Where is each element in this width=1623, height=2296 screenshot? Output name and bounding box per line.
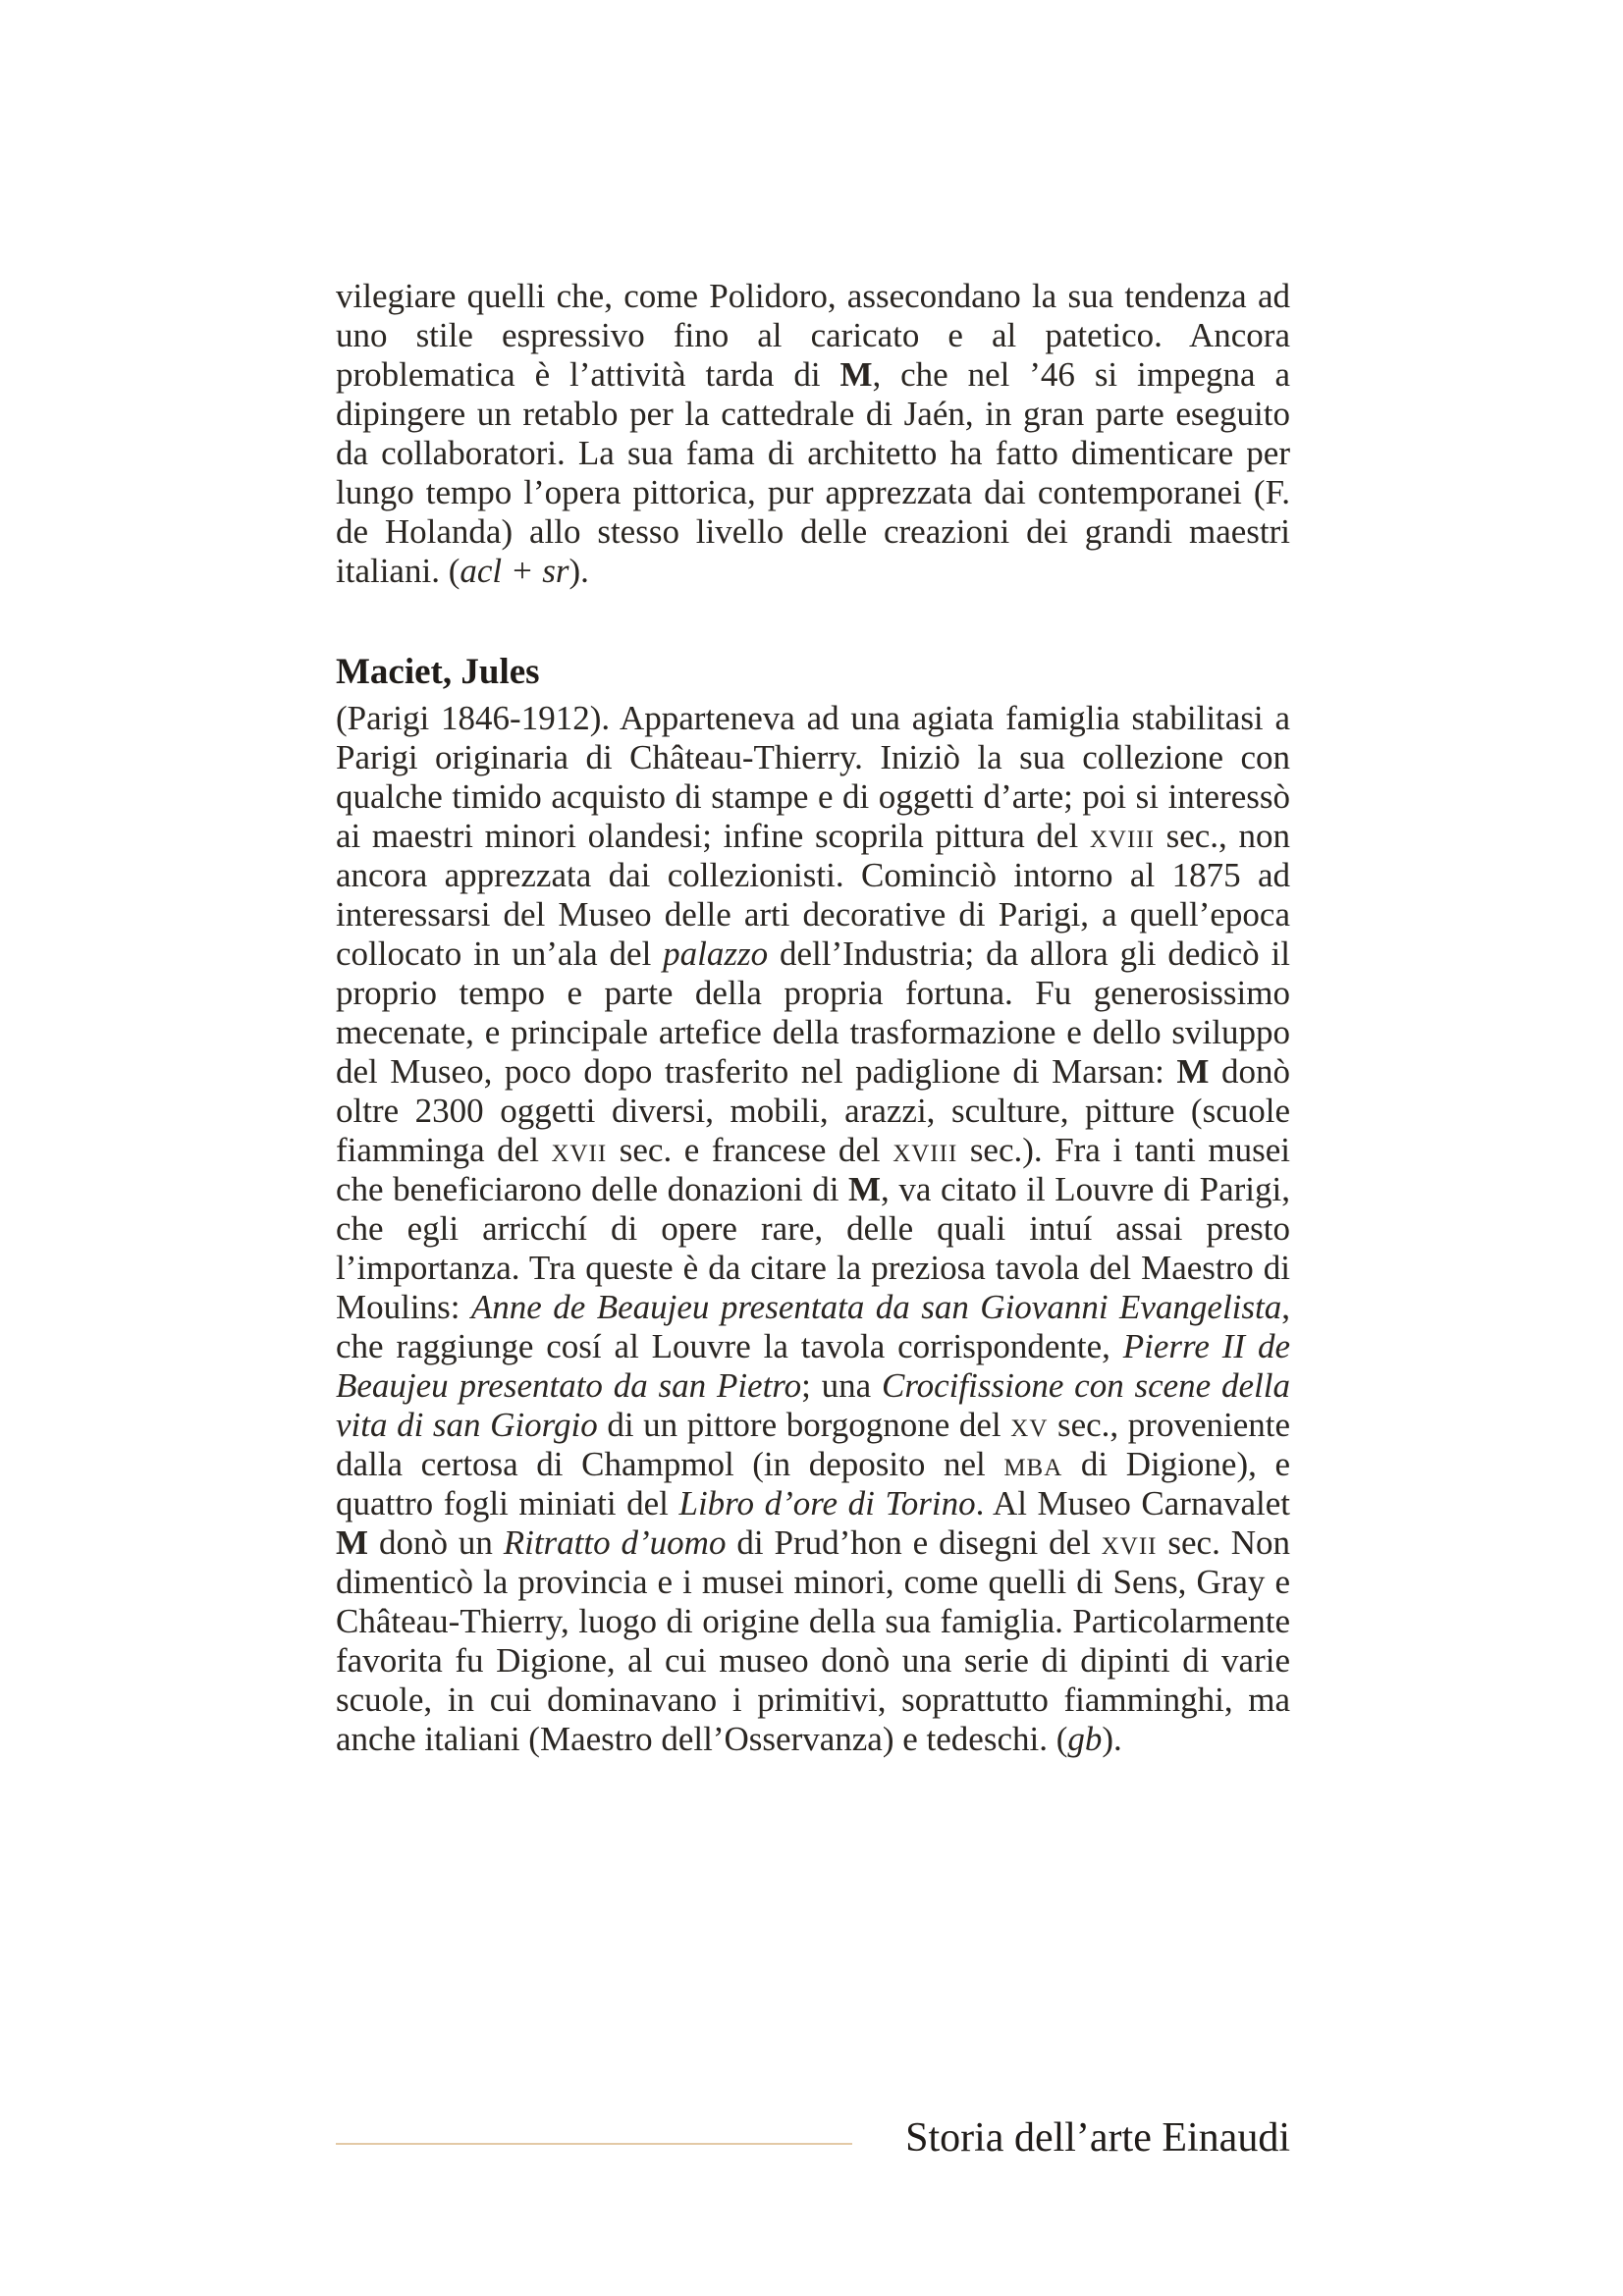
text-run: , che nel ’46 si impegna a dipingere un retablo per la cattedrale di Jaén, in gran parte eseguito da collaboratori. La sua fama di architetto ha fatto dimenticare per lungo tempo l’opera pittorica, pur apprezzata dai contemporanei (F. de Holanda) allo stesso livello delle creazioni dei grandi maestri italiani. ( xyxy=(336,355,1290,590)
text-run: di Digione), e quattro fogli miniati del xyxy=(336,1445,1290,1522)
text-run: sec. Non dimenticò la provincia e i musei minori, come quelli di Sens, Gray e Château-Thierry, luogo di origine della sua famiglia. Particolarmente favorita fu Digione, al cui museo donò una serie di dipinti di varie scuole, in cui dominavano i primitivi, soprattutto fiamminghi, ma anche italiani (Maestro dell’Osservanza) e tedeschi. ( xyxy=(336,1523,1291,1758)
bold-abbreviation: M xyxy=(839,355,873,394)
page-content xyxy=(336,277,1290,1759)
text-run: di Prud’hon e disegni del xyxy=(726,1523,1102,1562)
century-numeral: xvii xyxy=(1101,1523,1158,1562)
footer-rule xyxy=(336,2143,852,2145)
artwork-title: Anne de Beaujeu presentata da san Giovanni Evangelista xyxy=(470,1288,1282,1326)
author-initials: acl + sr xyxy=(460,552,569,590)
text-run: sec.). Fra i tanti musei che beneficiarono delle donazioni di xyxy=(336,1131,1290,1208)
century-numeral: xviii xyxy=(893,1131,958,1169)
text-run: ). xyxy=(1102,1720,1122,1758)
author-initials: gb xyxy=(1067,1720,1103,1758)
text-run: , che raggiunge cosí al Louvre la tavola corrispondente, xyxy=(336,1288,1290,1365)
text-run: (Parigi 1846-1912). Apparteneva ad una agiata famiglia stabilitasi a Parigi originaria di Château-Thierry. Iniziò la sua collezione con qualche timido acquisto di stampe e di oggetti d’arte; poi si interessò ai maestri minori olandesi; infine scoprila pittura del xyxy=(336,699,1290,855)
text-run: donò un xyxy=(368,1523,504,1562)
text-run: ; una xyxy=(801,1366,882,1405)
text-run: . Al Museo Carnavalet xyxy=(975,1484,1290,1522)
italic-term: palazzo xyxy=(663,934,769,973)
text-run: sec., non ancora apprezzata dai collezionisti. Cominciò intorno al 1875 ad interessarsi del Museo delle arti decorative di Parigi, a quell’epoca collocato in un’ala del xyxy=(336,817,1290,973)
text-run: dell’Industria; da allora gli dedicò il proprio tempo e parte della propria fortuna. Fu generosissimo mecenate, e principale artefice della trasformazione e dello sviluppo del Museo, poco dopo trasferito nel padiglione di Marsan: xyxy=(336,934,1290,1091)
text-run: sec., proveniente dalla certosa di Champmol (in deposito nel xyxy=(336,1406,1290,1483)
publication-title: Storia dell’arte Einaudi xyxy=(905,2115,1290,2161)
text-run: di un pittore borgognone del xyxy=(597,1406,1011,1444)
century-numeral: xviii xyxy=(1089,817,1155,855)
bold-abbreviation: M xyxy=(336,1523,369,1562)
text-run: donò oltre 2300 oggetti diversi, mobili, arazzi, sculture, pitture (scuole fiamminga del xyxy=(336,1052,1291,1169)
text-run: sec. e francese del xyxy=(607,1131,893,1169)
bold-abbreviation: M xyxy=(1176,1052,1210,1091)
entry-body xyxy=(336,699,1290,1759)
text-run: vilegiare quelli che, come Polidoro, assecondano la sua tendenza ad uno stile espressivo fino al caricato e al patetico. Ancora problematica è l’attività tarda di xyxy=(336,277,1290,394)
text-run: ). xyxy=(568,552,589,590)
artwork-title: Crocifissione con scene della vita di san Giorgio xyxy=(336,1366,1290,1444)
century-numeral: xv xyxy=(1010,1406,1049,1444)
artwork-title: Pierre II de Beaujeu presentato da san Pietro xyxy=(336,1327,1290,1405)
artwork-title: Libro d’ore di Torino xyxy=(678,1484,976,1522)
intro-paragraph xyxy=(336,277,1290,591)
artwork-title: Ritratto d’uomo xyxy=(503,1523,727,1562)
museum-abbreviation: mba xyxy=(1003,1445,1063,1483)
century-numeral: xvii xyxy=(551,1131,608,1169)
entry-title: Maciet, Jules xyxy=(336,652,540,692)
bold-abbreviation: M xyxy=(848,1170,882,1208)
text-run: , va citato il Louvre di Parigi, che egli arricchí di opere rare, delle quali intuí assai presto l’importanza. Tra queste è da citare la preziosa tavola del Maestro di Moulins: xyxy=(336,1170,1290,1326)
